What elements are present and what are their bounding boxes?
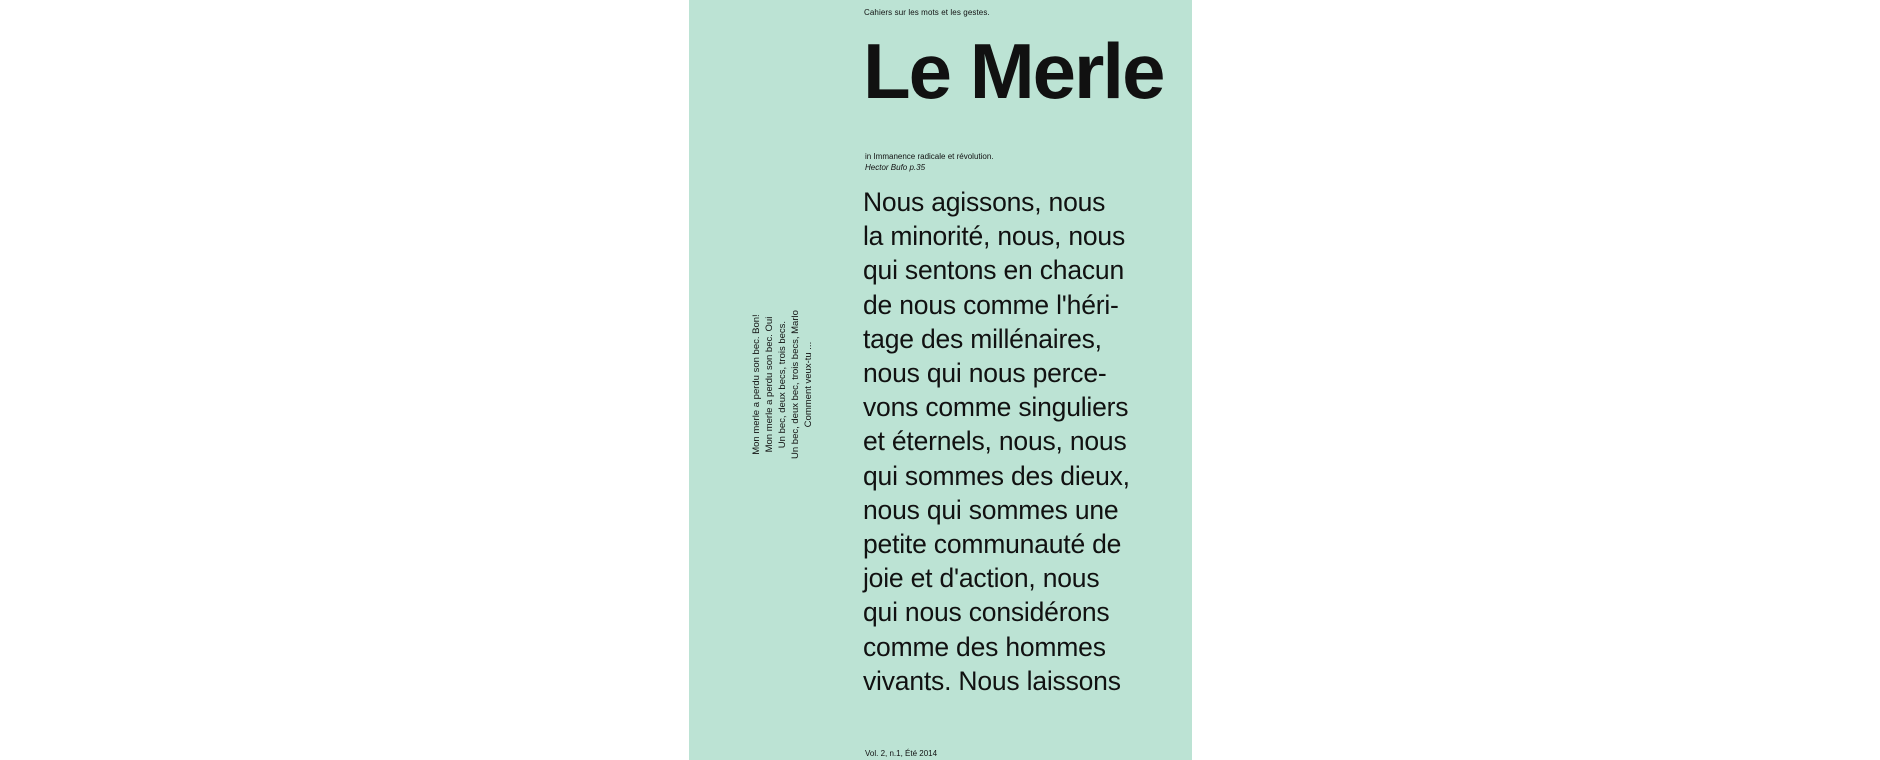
quote-line: qui sommes des dieux, [863, 460, 1130, 491]
reference-source: in Immanence radicale et révolution. [865, 152, 994, 161]
quote-line: nous qui nous perce- [863, 358, 1107, 389]
magazine-cover [689, 0, 1192, 760]
quote-line: petite communauté de [863, 529, 1122, 560]
cover-title: Le Merle [863, 27, 1164, 115]
quote-line: vivants. Nous laissons [863, 665, 1121, 696]
quote-line: tage des millénaires, [863, 323, 1102, 354]
poem-line: Mon merle a perdu son bec. Oui [764, 316, 775, 453]
quote-line: de nous comme l'héri- [863, 289, 1119, 320]
poem-line: Mon merle a perdu son bec. Bon! [751, 314, 762, 455]
quote-line: la minorité, nous, nous [863, 221, 1126, 252]
issue-info: Vol. 2, n.1, Été 2014 [865, 749, 938, 758]
quote-line: qui nous considérons [863, 597, 1110, 628]
quote-reference [865, 151, 994, 173]
poem-line: Un bec, deux bec, trois becs, Marlo [790, 310, 801, 459]
quote-line: qui sentons en chacun [863, 255, 1124, 286]
quote-line: joie et d'action, nous [863, 563, 1100, 594]
quote-line: comme des hommes [863, 631, 1106, 662]
poem-line: Un bec, deux becs, trois becs. [777, 320, 788, 449]
quote-line: nous qui sommes une [863, 494, 1119, 525]
quote-line: vons comme singuliers [863, 392, 1129, 423]
quote-line: Nous agissons, nous [863, 187, 1106, 217]
poem-line: Comment veux-tu ... [803, 341, 814, 428]
reference-author: Hector Bufo p.35 [865, 163, 926, 172]
vertical-poem [750, 310, 815, 459]
main-quote [863, 185, 1183, 698]
cover-tagline: Cahiers sur les mots et les gestes. [864, 8, 990, 17]
quote-line: et éternels, nous, nous [863, 426, 1127, 457]
